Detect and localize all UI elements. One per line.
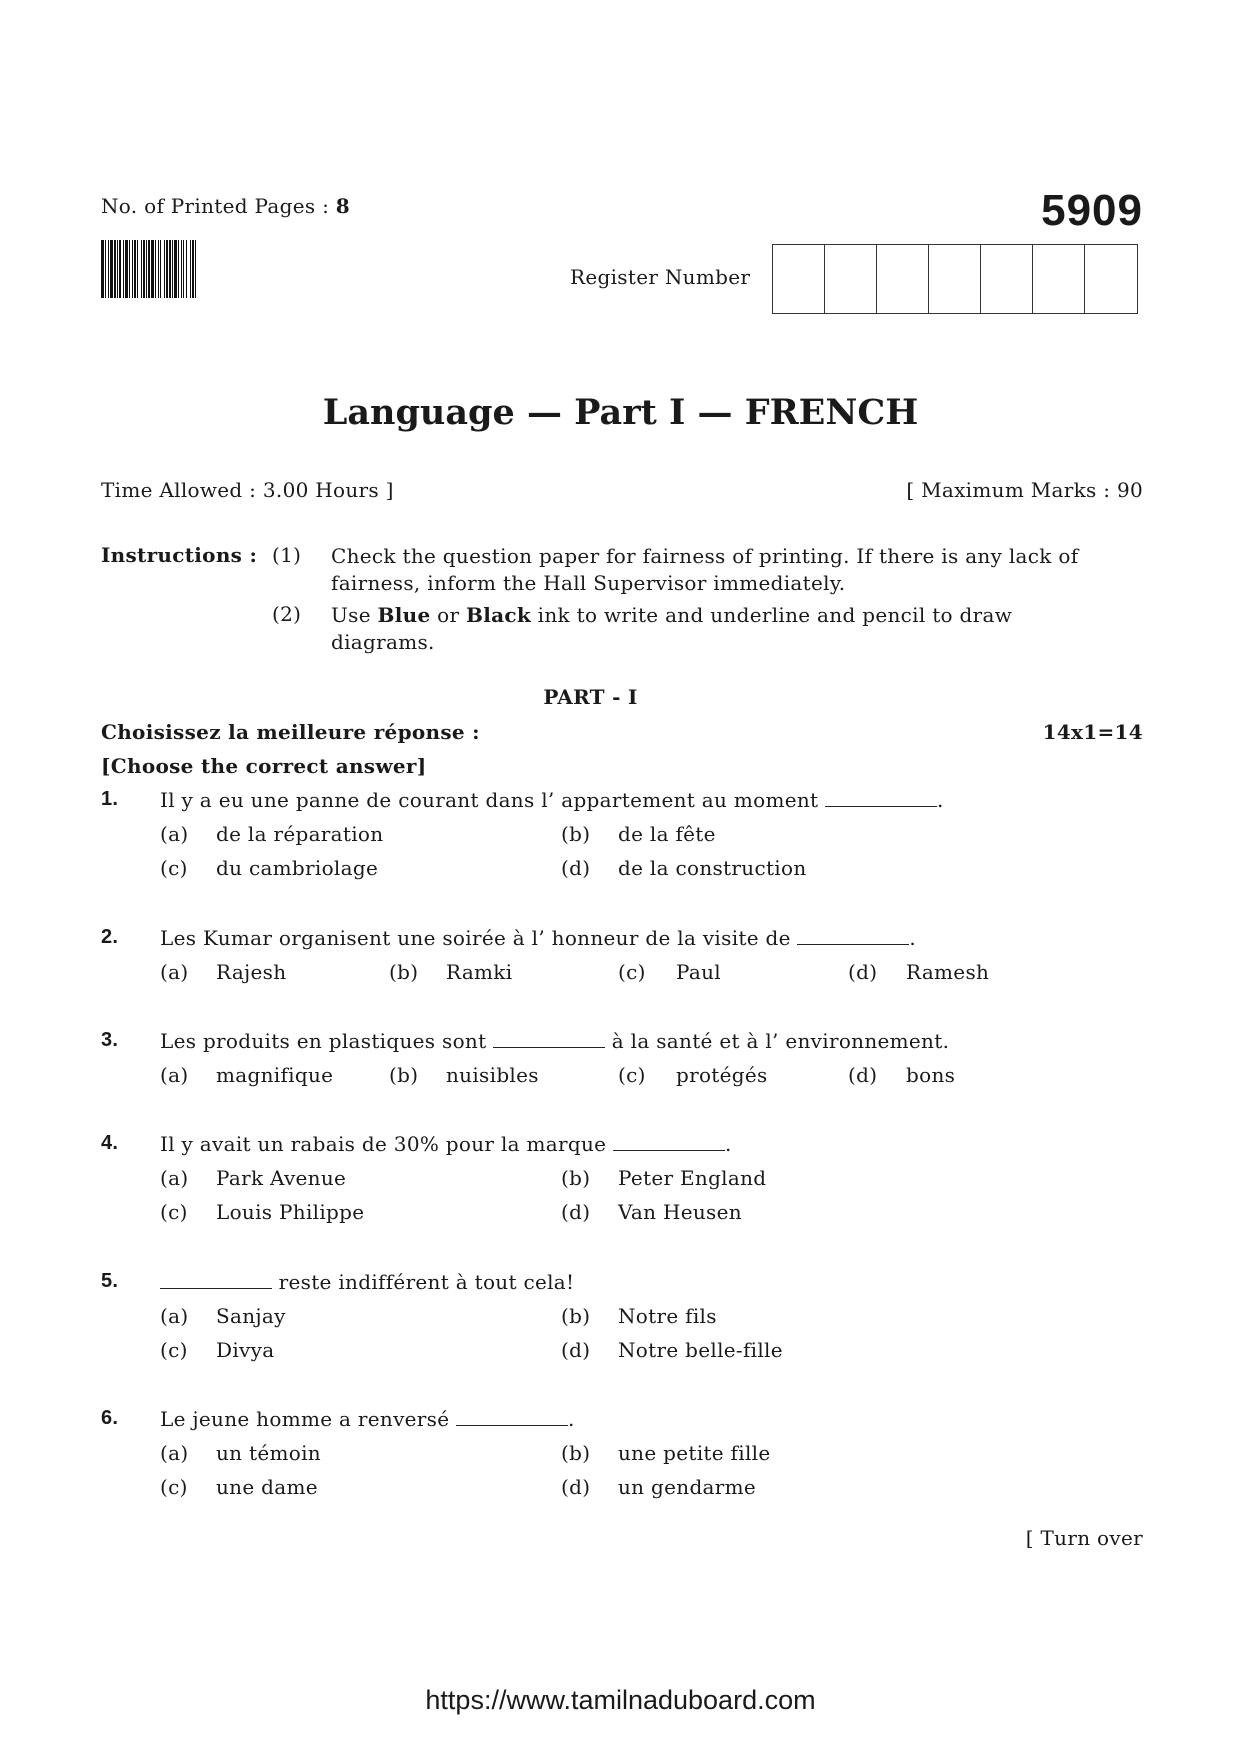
register-digit-box[interactable] <box>929 245 981 313</box>
option-text: une petite fille <box>618 1441 771 1465</box>
register-digit-box[interactable] <box>981 245 1033 313</box>
option-text: de la fête <box>618 822 716 846</box>
register-digit-box[interactable] <box>877 245 929 313</box>
question-text: Les produits en plastiques sont à la santé et à l’ environnement. <box>160 1029 950 1053</box>
option-label: (c) <box>618 960 646 984</box>
option-label: (d) <box>561 1475 591 1499</box>
register-number-boxes[interactable] <box>772 244 1138 314</box>
option-text: Paul <box>676 960 721 984</box>
turn-over-note: [ Turn over <box>1025 1526 1143 1550</box>
option-label: (a) <box>160 822 189 846</box>
instructions-label: Instructions : <box>101 543 258 567</box>
answer-blank <box>160 1287 272 1289</box>
option-label: (a) <box>160 1441 189 1465</box>
option-label: (c) <box>618 1063 646 1087</box>
blue-ink-word: Blue <box>377 603 431 627</box>
option-label: (b) <box>561 1304 591 1328</box>
answer-blank <box>456 1424 568 1426</box>
question-number: 1. <box>101 788 119 810</box>
option-text: Ramki <box>446 960 513 984</box>
maximum-marks: [ Maximum Marks : 90 <box>906 478 1143 502</box>
printed-pages-label: No. of Printed Pages : <box>101 194 330 218</box>
option-text: de la réparation <box>216 822 384 846</box>
option-label: (a) <box>160 1304 189 1328</box>
barcode-bar <box>195 240 196 298</box>
instruction-line: diagrams. <box>331 630 435 654</box>
option-label: (c) <box>160 1338 188 1362</box>
option-text: nuisibles <box>446 1063 539 1087</box>
paper-code: 5909 <box>1041 186 1143 235</box>
part-title: PART - I <box>543 685 638 709</box>
printed-pages <box>101 194 350 218</box>
option-label: (d) <box>848 960 878 984</box>
option-text: Van Heusen <box>618 1200 742 1224</box>
instruction-line: fairness, inform the Hall Supervisor immediately. <box>331 571 846 595</box>
marks-scheme: 14x1=14 <box>1042 720 1143 744</box>
option-label: (b) <box>389 1063 419 1087</box>
instruction-number: (2) <box>272 602 302 626</box>
register-digit-box[interactable] <box>1085 245 1137 313</box>
question-number: 3. <box>101 1029 119 1051</box>
option-label: (d) <box>848 1063 878 1087</box>
option-label: (d) <box>561 856 591 880</box>
option-text: Park Avenue <box>216 1166 347 1190</box>
printed-pages-value: 8 <box>335 194 351 218</box>
option-label: (a) <box>160 960 189 984</box>
question-number: 2. <box>101 926 119 948</box>
option-text: de la construction <box>618 856 807 880</box>
option-text: Ramesh <box>906 960 990 984</box>
option-label: (b) <box>561 1441 591 1465</box>
barcode-image <box>101 240 285 298</box>
answer-blank <box>493 1046 605 1048</box>
option-label: (b) <box>561 1166 591 1190</box>
answer-blank <box>797 943 909 945</box>
option-text: magnifique <box>216 1063 334 1087</box>
question-text: Le jeune homme a renversé . <box>160 1407 575 1431</box>
instruction-line: Use Blue or Black ink to write and underline and pencil to draw <box>331 603 1013 627</box>
answer-blank <box>613 1149 725 1151</box>
instruction-french: Choisissez la meilleure réponse : <box>101 720 480 744</box>
option-text: un gendarme <box>618 1475 757 1499</box>
option-label: (c) <box>160 1200 188 1224</box>
option-label: (c) <box>160 1475 188 1499</box>
option-label: (b) <box>389 960 419 984</box>
question-text: Il y avait un rabais de 30% pour la marque . <box>160 1132 732 1156</box>
register-digit-box[interactable] <box>773 245 825 313</box>
option-label: (a) <box>160 1063 189 1087</box>
answer-blank <box>825 805 937 807</box>
option-text: Notre fils <box>618 1304 717 1328</box>
option-text: Rajesh <box>216 960 287 984</box>
time-allowed: Time Allowed : 3.00 Hours ] <box>101 478 394 502</box>
option-text: Divya <box>216 1338 275 1362</box>
instruction-line: Check the question paper for fairness of printing. If there is any lack of <box>331 544 1079 568</box>
instruction-english: [Choose the correct answer] <box>101 754 427 778</box>
register-number-label: Register Number <box>570 265 751 289</box>
option-text: Peter England <box>618 1166 767 1190</box>
question-text: Il y a eu une panne de courant dans l’ appartement au moment . <box>160 788 944 812</box>
register-digit-box[interactable] <box>1033 245 1085 313</box>
register-digit-box[interactable] <box>825 245 877 313</box>
page-title: Language — Part I — FRENCH <box>322 392 919 433</box>
question-text: reste indifférent à tout cela! <box>160 1270 574 1294</box>
option-text: protégés <box>676 1063 768 1087</box>
option-text: du cambriolage <box>216 856 379 880</box>
question-number: 4. <box>101 1132 119 1154</box>
question-number: 6. <box>101 1407 119 1429</box>
black-ink-word: Black <box>466 603 532 627</box>
option-text: Louis Philippe <box>216 1200 365 1224</box>
option-text: bons <box>906 1063 956 1087</box>
instruction-number: (1) <box>272 543 302 567</box>
option-text: une dame <box>216 1475 318 1499</box>
option-label: (c) <box>160 856 188 880</box>
option-text: Notre belle-fille <box>618 1338 783 1362</box>
question-text: Les Kumar organisent une soirée à l’ honneur de la visite de . <box>160 926 917 950</box>
option-text: un témoin <box>216 1441 321 1465</box>
option-label: (d) <box>561 1200 591 1224</box>
option-label: (d) <box>561 1338 591 1362</box>
instruction-text <box>331 602 1141 656</box>
footer-url-link[interactable]: https://www.tamilnaduboard.com <box>425 1685 816 1715</box>
instruction-text <box>331 543 1141 597</box>
option-text: Sanjay <box>216 1304 286 1328</box>
option-label: (b) <box>561 822 591 846</box>
question-number: 5. <box>101 1270 119 1292</box>
option-label: (a) <box>160 1166 189 1190</box>
